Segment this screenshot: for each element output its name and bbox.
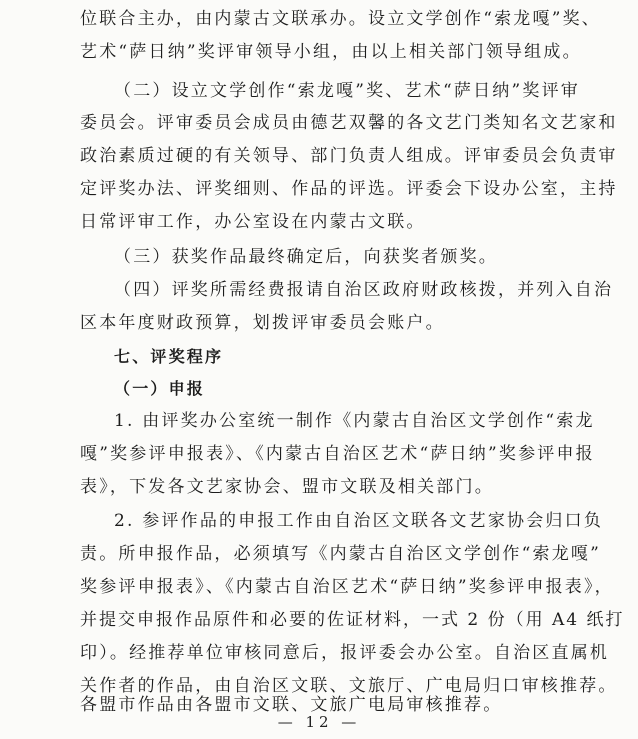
text-line: 日常评审工作，办公室设在内蒙古文联。 [80, 212, 426, 232]
subsection-heading: （一）申报 [114, 379, 206, 398]
text-line: 位联合主办，由内蒙古文联承办。设立文学创作“索龙嘎”奖、 [80, 9, 601, 29]
text-line: 区本年度财政预算，划拨评审委员会账户。 [80, 313, 445, 333]
section-heading: 七、评奖程序 [114, 347, 224, 366]
text-line: 关作者的作品，由自治区文联、文旅厅、广电局归口审核推荐。 [80, 676, 618, 696]
text-line: 并提交申报作品原件和必要的佐证材料，一式 2 份（用 A4 纸打 [80, 610, 625, 630]
text-line: 印）。经推荐单位审核同意后，报评委会办公室。自治区直属机 [80, 643, 610, 663]
text-line: 奖参评申报表》、《内蒙古自治区艺术“萨日纳”奖参评申报表》， [80, 577, 614, 597]
text-line: 各盟市作品由各盟市文联、文旅广电局审核推荐。 [80, 695, 503, 715]
page-number: — 12 — [277, 713, 361, 731]
text-line: 定评奖办法、评奖细则、作品的评选。评委会下设办公室，主持 [80, 179, 618, 199]
text-line: （三）获奖作品最终确定后，向获奖者颁奖。 [114, 247, 498, 267]
text-line: 表》，下发各文艺家协会、盟市文联及相关部门。 [80, 477, 494, 497]
text-line: （四）评奖所需经费报请自治区政府财政核拨，并列入自治 [114, 280, 614, 300]
text-line: 艺术“萨日纳”奖评审领导小组，由以上相关部门领导组成。 [80, 42, 582, 62]
text-line: 责。所申报作品，必须填写《内蒙古自治区文学创作“索龙嘎” [80, 544, 601, 564]
text-line: 委员会。评审委员会成员由德艺双馨的各文艺门类知名文艺家和 [80, 113, 618, 133]
text-line: （二）设立文学创作“索龙嘎”奖、艺术“萨日纳”奖评审 [114, 81, 580, 101]
text-line: 1. 由评奖办公室统一制作《内蒙古自治区文学创作“索龙 [114, 411, 595, 431]
text-line: 2. 参评作品的申报工作由自治区文联各文艺家协会归口负 [114, 511, 604, 531]
text-line: 嘎”奖参评申报表》、《内蒙古自治区艺术“萨日纳”奖参评申报 [80, 444, 595, 464]
text-line: 政治素质过硬的有关领导、部门负责人组成。评审委员会负责审 [80, 146, 618, 166]
